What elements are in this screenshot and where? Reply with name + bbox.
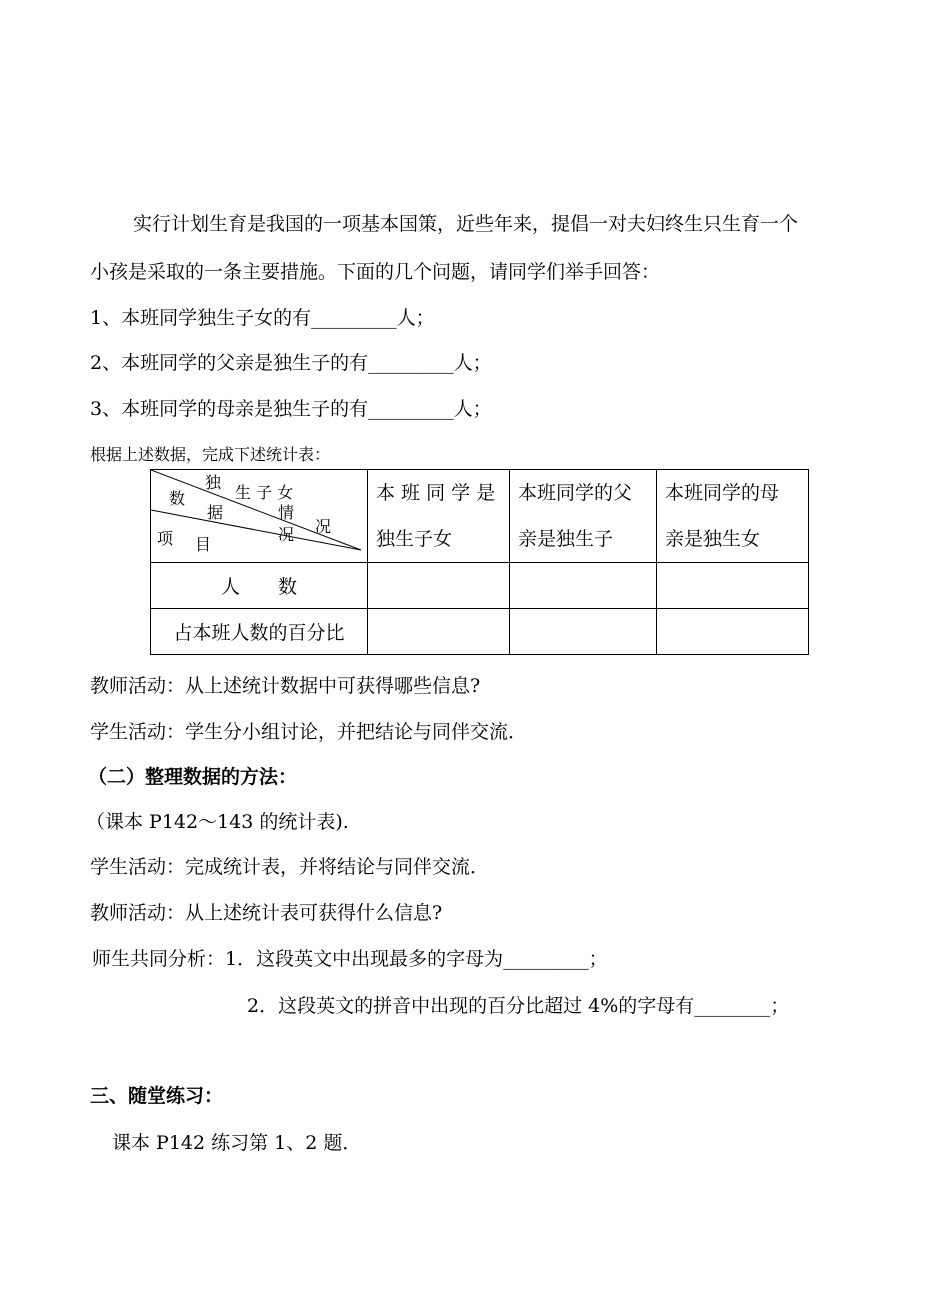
corner-label-xiang: 项: [157, 529, 174, 548]
row-label-count: 人 数: [151, 563, 368, 609]
section-3-title: 三、随堂练习：: [90, 1085, 224, 1107]
corner-label-ju: 据: [207, 503, 224, 522]
corner-label-shu: 数: [169, 489, 186, 508]
question-3: 3、本班同学的母亲是独生子的有_________人；: [90, 398, 492, 420]
corner-label-kuang: 况: [315, 517, 332, 536]
table-cell[interactable]: [368, 609, 510, 655]
corner-label-shengzinv: 生 子 女: [235, 483, 294, 502]
teacher-activity-2: 教师活动：从上述统计表可获得什么信息?: [90, 902, 443, 924]
analysis-line-1: 师生共同分析：1．这段英文中出现最多的字母为_________；: [92, 948, 608, 970]
table-row: [151, 563, 809, 609]
teacher-activity-1: 教师活动：从上述统计数据中可获得哪些信息?: [90, 675, 481, 697]
table-cell[interactable]: [510, 609, 657, 655]
table-intro: 根据上述数据，完成下述统计表：: [90, 445, 331, 464]
column-header-3-line-1: 本班同学的母: [665, 482, 780, 504]
student-activity-1: 学生活动：学生分小组讨论，并把结论与同伴交流．: [90, 721, 528, 743]
question-2: 2、本班同学的父亲是独生子的有_________人；: [90, 352, 492, 374]
corner-label-mu: 目: [195, 535, 212, 554]
intro-line-1: 实行计划生育是我国的一项基本国策，近些年来，提倡一对夫妇终生只生育一个: [133, 213, 799, 235]
column-header-2-line-1: 本班同学的父: [518, 482, 633, 504]
table-cell[interactable]: [368, 563, 510, 609]
column-header-2-line-2: 亲是独生子: [518, 528, 614, 550]
row-label-percentage: 占本班人数的百分比: [151, 609, 368, 655]
column-header-3: [657, 470, 809, 563]
column-header-2: [510, 470, 657, 563]
table-cell[interactable]: [510, 563, 657, 609]
corner-label-qing: 情: [278, 503, 295, 522]
table-header-row: [151, 470, 809, 563]
statistics-table: [150, 469, 809, 655]
column-header-3-line-2: 亲是独生女: [665, 528, 761, 550]
corner-label-kuang2: 况: [278, 525, 295, 544]
column-header-1-line-2: 独生子女: [376, 528, 453, 550]
textbook-reference: （课本 P142～143 的统计表).: [86, 811, 349, 833]
table-cell[interactable]: [657, 609, 809, 655]
exercise-line: 课本 P142 练习第 1、2 题．: [112, 1132, 362, 1154]
table-cell[interactable]: [657, 563, 809, 609]
table-row: [151, 609, 809, 655]
question-1: 1、本班同学独生子女的有_________人；: [90, 307, 435, 329]
analysis-line-2: 2．这段英文的拼音中出现的百分比超过 4%的字母有________；: [247, 995, 790, 1017]
column-header-1: [368, 470, 510, 563]
column-header-1-line-1: 本 班 同 学 是: [376, 482, 496, 504]
intro-line-2: 小孩是采取的一条主要措施。下面的几个问题，请同学们举手回答：: [90, 261, 661, 283]
table-corner-cell: [151, 470, 368, 563]
section-2-title: （二）整理数据的方法：: [88, 766, 298, 788]
corner-label-du: 独: [205, 473, 222, 492]
student-activity-2: 学生活动：完成统计表，并将结论与同伴交流．: [90, 856, 490, 878]
